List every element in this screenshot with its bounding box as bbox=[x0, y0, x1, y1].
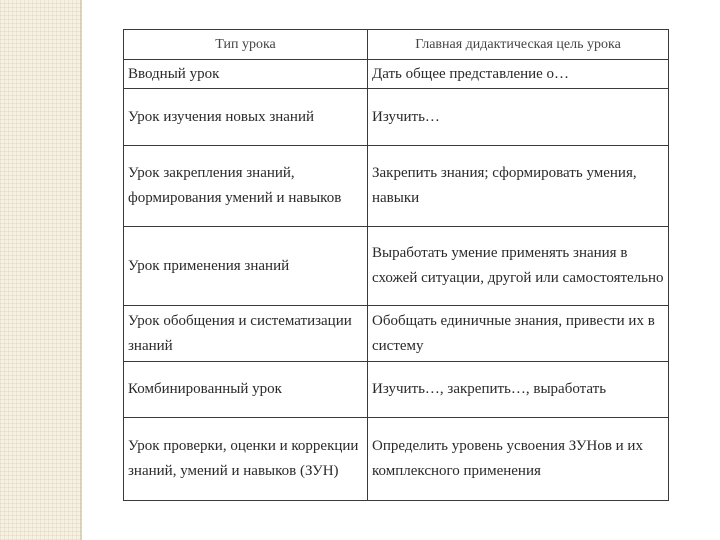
lesson-goal-cell: Закрепить знания; сформировать умения, навыки bbox=[368, 146, 669, 227]
header-didactic-goal: Главная дидактическая цель урока bbox=[368, 30, 669, 60]
table-row bbox=[124, 227, 669, 306]
table-row bbox=[124, 146, 669, 227]
table-row bbox=[124, 418, 669, 501]
table-header-row bbox=[124, 30, 669, 60]
lesson-type-cell: Урок закрепления знаний, формирования умений и навыков bbox=[124, 146, 368, 227]
lesson-goal-cell: Изучить… bbox=[368, 89, 669, 146]
table-row bbox=[124, 89, 669, 146]
lesson-types-table bbox=[123, 29, 669, 501]
table-row bbox=[124, 362, 669, 418]
decorative-side-strip bbox=[0, 0, 82, 540]
lesson-goal-cell: Изучить…, закрепить…, выработать bbox=[368, 362, 669, 418]
lesson-goal-cell: Определить уровень усвоения ЗУНов и их комплексного применения bbox=[368, 418, 669, 501]
lesson-goal-cell: Обобщать единичные знания, привести их в систему bbox=[368, 306, 669, 362]
lesson-type-cell: Комбинированный урок bbox=[124, 362, 368, 418]
table-row bbox=[124, 306, 669, 362]
lesson-type-cell: Урок применения знаний bbox=[124, 227, 368, 306]
lesson-goal-cell: Выработать умение применять знания в схожей ситуации, другой или самостоятельно bbox=[368, 227, 669, 306]
lesson-type-cell: Урок проверки, оценки и коррекции знаний, умений и навыков (ЗУН) bbox=[124, 418, 368, 501]
lesson-type-cell: Урок изучения новых знаний bbox=[124, 89, 368, 146]
header-lesson-type: Тип урока bbox=[124, 30, 368, 60]
table-row bbox=[124, 60, 669, 89]
lesson-type-cell: Вводный урок bbox=[124, 60, 368, 89]
lesson-type-cell: Урок обобщения и систематизации знаний bbox=[124, 306, 368, 362]
lesson-goal-cell: Дать общее представление о… bbox=[368, 60, 669, 89]
